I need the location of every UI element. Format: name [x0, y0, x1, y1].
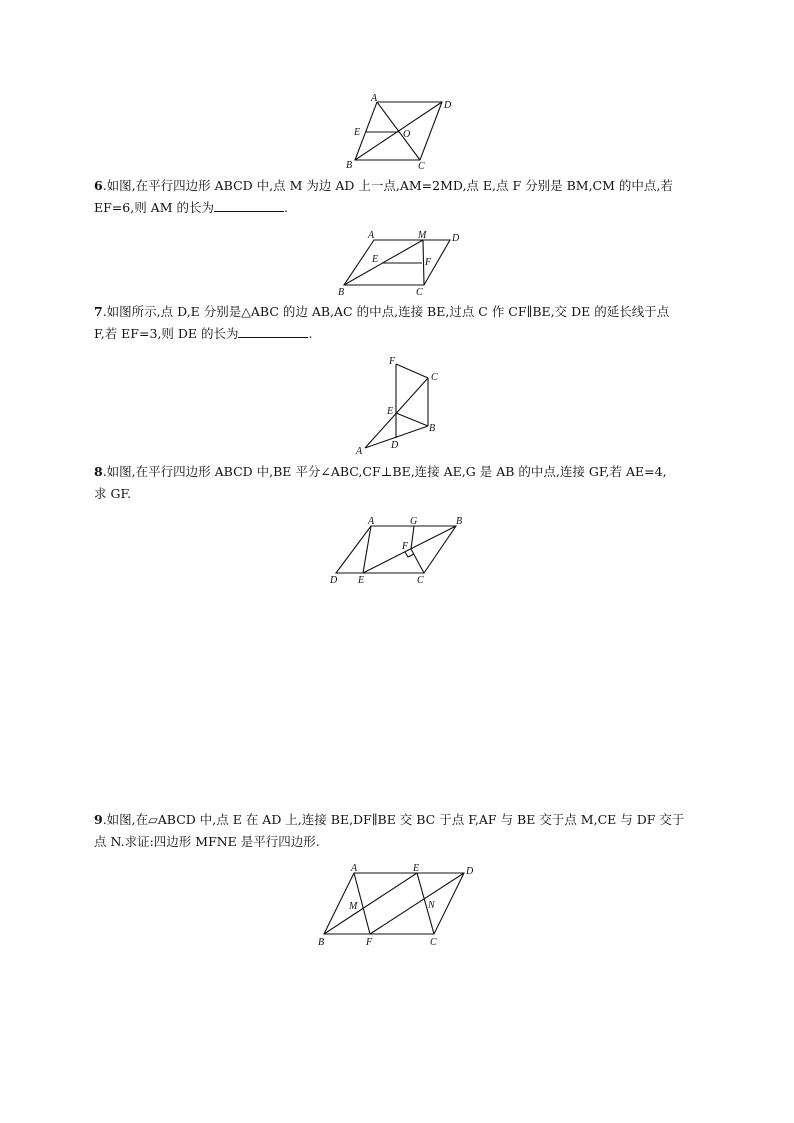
label-a: A [368, 230, 375, 241]
segment-fc [396, 364, 428, 378]
label-c: C [417, 575, 424, 586]
diagonal-bd [355, 102, 442, 160]
label-g: G [410, 516, 418, 527]
question-number: 7 [94, 304, 103, 319]
question-number: 6 [94, 178, 103, 193]
label-e: E [372, 254, 379, 265]
label-d: D [452, 233, 460, 244]
parallelogram-abcd [324, 873, 464, 934]
label-a: A [368, 516, 375, 527]
segment-be [396, 413, 428, 426]
question-8 [94, 461, 704, 505]
segment-ae [363, 526, 371, 573]
question-text-line2: 点 N.求证:四边形 MFNE 是平行四边形. [94, 834, 320, 849]
label-n: N [428, 900, 435, 911]
segment-df [370, 873, 464, 934]
label-e: E [358, 575, 365, 586]
segment-cm [423, 240, 424, 285]
label-f: F [389, 356, 396, 367]
answer-blank[interactable] [214, 199, 284, 212]
question-text-end: . [283, 200, 288, 215]
label-a: A [371, 93, 378, 104]
question-text-end: . [308, 326, 313, 341]
label-b: B [346, 160, 353, 171]
segment-be [363, 526, 456, 573]
label-c: C [416, 287, 423, 298]
label-b: B [318, 937, 325, 948]
label-b: B [338, 287, 345, 298]
figure-q5-parallelogram [340, 92, 460, 172]
question-text-line1: .如图,在平行四边形 ABCD 中,点 M 为边 AD 上一点,AM=2MD,点 E,点 F 分别是 BM,CM 的中点,若 [102, 178, 673, 193]
question-6 [94, 175, 704, 219]
label-o: O [403, 129, 411, 140]
label-a: A [351, 863, 358, 874]
question-9 [94, 809, 704, 853]
question-text-line1: .如图,在平行四边形 ABCD 中,BE 平分∠ABC,CF⊥BE,连接 AE,G 是 AB 的中点,连接 GF,若 AE=4, [102, 464, 667, 479]
label-d: D [391, 440, 399, 451]
label-e: E [387, 406, 394, 417]
label-d: D [330, 575, 338, 586]
figure-q6-parallelogram [332, 228, 467, 300]
question-text-line2: 求 GF. [94, 486, 132, 501]
question-number: 8 [94, 464, 103, 479]
label-d: D [466, 866, 474, 877]
label-b: B [429, 423, 436, 434]
label-f: F [425, 257, 432, 268]
segment-be [324, 873, 417, 934]
label-b: B [456, 516, 463, 527]
answer-blank[interactable] [238, 325, 308, 338]
label-f: F [366, 937, 373, 948]
question-text-line2: EF=6,则 AM 的长为 [94, 200, 214, 215]
question-text-line2: F,若 EF=3,则 DE 的长为 [94, 326, 239, 341]
label-m: M [349, 901, 358, 912]
figure-q7-triangle [350, 352, 450, 458]
question-7 [94, 301, 704, 345]
label-c: C [418, 161, 425, 172]
label-e: E [413, 863, 420, 874]
figure-q9-parallelogram [314, 860, 486, 950]
figure-q8-parallelogram [326, 512, 471, 592]
parallelogram-abcd [336, 526, 456, 573]
question-text-line1: .如图所示,点 D,E 分别是△ABC 的边 AB,AC 的中点,连接 BE,过点 C 作 CF∥BE,交 DE 的延长线于点 [102, 304, 670, 319]
label-c: C [431, 372, 438, 383]
label-f: F [402, 541, 409, 552]
label-c: C [430, 937, 437, 948]
label-e: E [354, 127, 361, 138]
segment-gf [411, 526, 414, 549]
question-text-line1: .如图,在▱ABCD 中,点 E 在 AD 上,连接 BE,DF∥BE 交 BC 于点 F,AF 与 BE 交于点 M,CE 与 DF 交于 [102, 812, 685, 827]
label-m: M [418, 230, 427, 241]
label-a: A [356, 446, 363, 457]
question-number: 9 [94, 812, 103, 827]
segment-cf [411, 549, 424, 573]
label-d: D [444, 100, 452, 111]
